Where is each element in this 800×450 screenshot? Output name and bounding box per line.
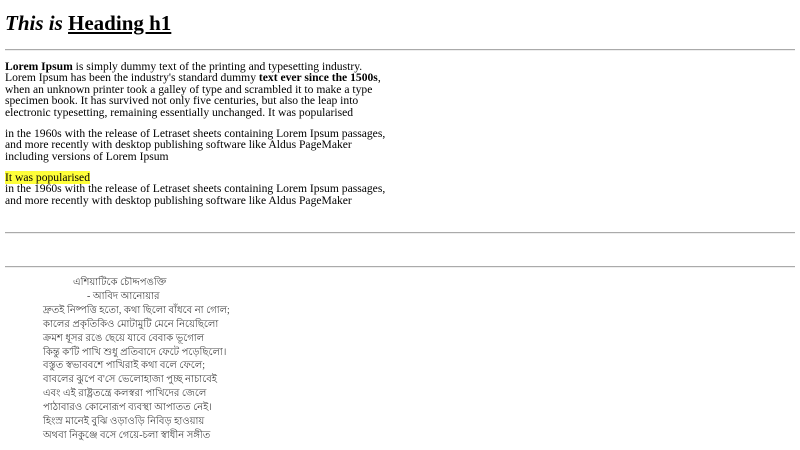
heading-italic: This is (5, 11, 63, 35)
text-line: and more recently with desktop publishing software like Aldus PageMaker (5, 193, 352, 207)
text-line: in the 1960s with the release of Letraset sheets containing Lorem Ipsum passages, (5, 127, 386, 140)
poem-line: বস্তুত স্বভাববশে পাখিরাই কথা বলে ফেলে; (43, 360, 206, 372)
text-line: including versions of Lorem Ipsum (5, 149, 169, 163)
poem-line: ক্রমশ ধূসর রঙে ছেয়ে যাবে বেবাক ভূগোল (43, 332, 205, 344)
poem-author: - আবিদ আনোয়ার (87, 290, 160, 302)
poem-line: পাঠাবারও কোনোরূপ ব্যবস্থা আপাতত নেই। (43, 402, 212, 414)
text-line: electronic typesetting, remaining essentially unchanged. It was popularised (5, 105, 354, 119)
text: Lorem Ipsum has been the industry's standard dummy (5, 71, 259, 85)
text-line: in the 1960s with the release of Letraset sheets containing Lorem Ipsum passages, (5, 182, 386, 196)
text: , (377, 71, 381, 85)
divider (5, 266, 795, 268)
heading-underlined: Heading h1 (68, 11, 172, 35)
paragraph-highlighted (5, 172, 385, 206)
poem-line: অথবা নিকুঞ্জে বসে গেয়ে-চলা স্বাধীন সঙ্গীত (43, 429, 211, 441)
bold-text: text ever since the 1500s (258, 71, 378, 85)
poem-line: কিন্তু ক'টি পাখি শুধু প্রতিবাদে ফেটে পড়েছিলো। (43, 346, 227, 358)
text-line: when an unknown printer took a galley of type and scrambled it to make a type (5, 82, 373, 96)
divider (5, 49, 795, 51)
poem-line: দ্রুতই নিষ্পত্তি হতো, কথা ছিলো বাঁধবে না গোল; (43, 304, 230, 316)
text-line: specimen book. It has survived not only five centuries, but also the leap into (5, 94, 359, 108)
highlighted-text: It was popularised (5, 171, 91, 184)
paragraph-history (5, 128, 385, 162)
poem-title: এশিয়াটিকে চৌদ্দপঙক্তি (73, 277, 167, 288)
poem-line: বাবলের ঝুপে ব'সে ভেলোহাজা পুচ্ছ নাচাবেই (43, 374, 217, 386)
text-line: and more recently with desktop publishing software like Aldus PageMaker (5, 138, 352, 152)
bengali-poem (43, 276, 230, 443)
bold-text: Lorem Ipsum (5, 60, 73, 73)
poem-line: হিংস্র মানেই বুঝি ওড়াওড়ি নিবিড় হাওয়ায় (43, 416, 205, 428)
poem-line: এবং এই রাষ্ট্রতন্ত্রে কলস্বরা পাখিদের জেলে (43, 388, 207, 400)
poem-line: কালের প্রকৃতিকিও মোটামুটি মেনে নিয়েছিলো (43, 318, 219, 330)
page-heading (5, 10, 171, 36)
paragraph-intro (5, 61, 381, 118)
divider (5, 232, 795, 234)
text: is simply dummy text of the printing and typesetting industry. (72, 60, 363, 73)
